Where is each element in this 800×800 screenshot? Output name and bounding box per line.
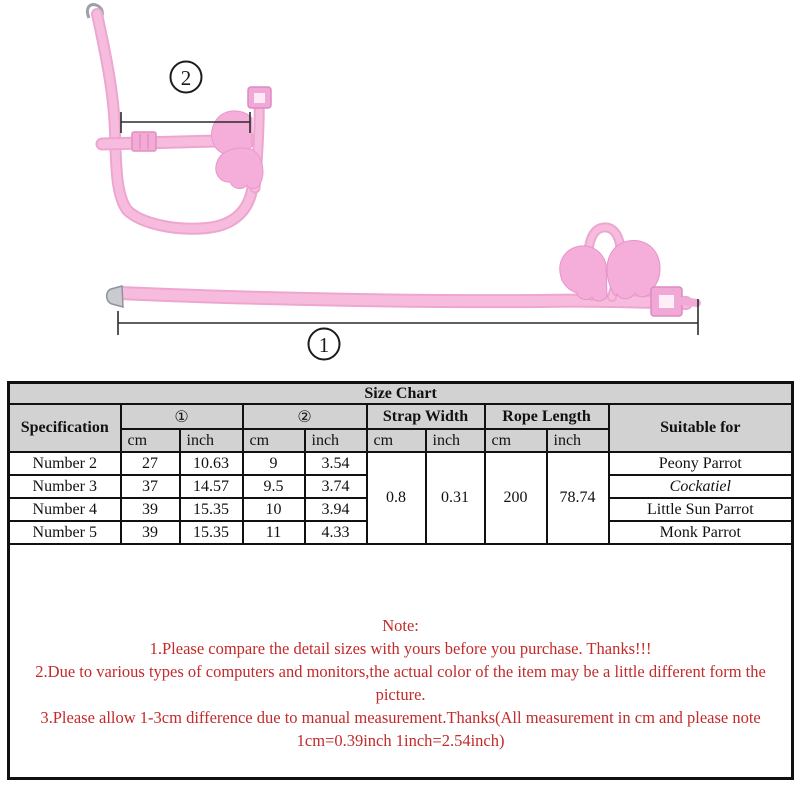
unit-header-cm: cm (121, 429, 180, 452)
product-photo (0, 0, 800, 378)
cell-spec: Number 4 (9, 498, 121, 521)
note-cell (9, 544, 793, 779)
cell-dim1-cm: 27 (121, 452, 180, 475)
note-block (10, 570, 791, 752)
cell-dim2-cm: 9.5 (243, 475, 305, 498)
cell-strap-width-inch: 0.31 (426, 452, 485, 544)
cell-dim1-inch: 10.63 (180, 452, 243, 475)
cell-dim1-inch: 15.35 (180, 498, 243, 521)
metal-tip-icon (107, 286, 123, 307)
size-chart-table (7, 381, 794, 780)
unit-header-cm: cm (367, 429, 426, 452)
leash-strap-photo (107, 227, 698, 359)
cell-dim2-cm: 11 (243, 521, 305, 544)
size-chart-title: Size Chart (9, 383, 793, 405)
cell-dim2-cm: 9 (243, 452, 305, 475)
cell-dim1-inch: 15.35 (180, 521, 243, 544)
table-row (9, 452, 793, 475)
cell-dim1-cm: 39 (121, 498, 180, 521)
dimension-number: 1 (318, 333, 330, 357)
note-line-2: 2.Due to various types of computers and monitors,the actual color of the item may be a little different form the picture. (35, 662, 766, 704)
top-harness-photo (87, 5, 271, 229)
buckle-hole (659, 295, 674, 308)
col-header-strap-width: Strap Width (367, 404, 485, 429)
unit-header-inch: inch (180, 429, 243, 452)
cell-suitable: Little Sun Parrot (609, 498, 793, 521)
buckle-hole (254, 93, 265, 103)
note-line-3: 3.Please allow 1-3cm difference due to manual measurement.Thanks(All measurement in cm and please note 1cm=0.39inch 1inch=2.54inch) (40, 708, 761, 750)
cell-dim2-inch: 4.33 (305, 521, 367, 544)
col-header-rope-length: Rope Length (485, 404, 609, 429)
wing-icon (560, 246, 607, 301)
col-header-dim2: ② (243, 404, 367, 429)
cell-dim2-inch: 3.54 (305, 452, 367, 475)
cell-dim1-cm: 39 (121, 521, 180, 544)
col-header-specification: Specification (9, 404, 121, 452)
circled-2-label (171, 62, 202, 93)
cell-dim2-inch: 3.74 (305, 475, 367, 498)
cell-dim2-cm: 10 (243, 498, 305, 521)
cell-suitable: Monk Parrot (609, 521, 793, 544)
wing-icon (216, 148, 263, 188)
cell-spec: Number 3 (9, 475, 121, 498)
cell-rope-length-inch: 78.74 (547, 452, 609, 544)
strap-tail (682, 301, 697, 303)
cell-spec: Number 5 (9, 521, 121, 544)
unit-header-inch: inch (547, 429, 609, 452)
cell-spec: Number 2 (9, 452, 121, 475)
cell-dim2-inch: 3.94 (305, 498, 367, 521)
col-header-suitable-for: Suitable for (609, 404, 793, 452)
unit-header-cm: cm (485, 429, 547, 452)
note-title: Note: (382, 616, 419, 635)
col-header-dim1: ① (121, 404, 243, 429)
cell-dim1-cm: 37 (121, 475, 180, 498)
cell-suitable: Cockatiel (609, 475, 793, 498)
note-line-1: 1.Please compare the detail sizes with yours before you purchase. Thanks!!! (149, 639, 652, 658)
unit-header-cm: cm (243, 429, 305, 452)
cell-suitable: Peony Parrot (609, 452, 793, 475)
cell-strap-width-cm: 0.8 (367, 452, 426, 544)
strap-slider-icon (132, 132, 156, 151)
dimension-number: 2 (180, 66, 192, 90)
unit-header-inch: inch (305, 429, 367, 452)
cell-rope-length-cm: 200 (485, 452, 547, 544)
unit-header-inch: inch (426, 429, 485, 452)
cell-dim1-inch: 14.57 (180, 475, 243, 498)
circled-1-label (309, 329, 340, 360)
